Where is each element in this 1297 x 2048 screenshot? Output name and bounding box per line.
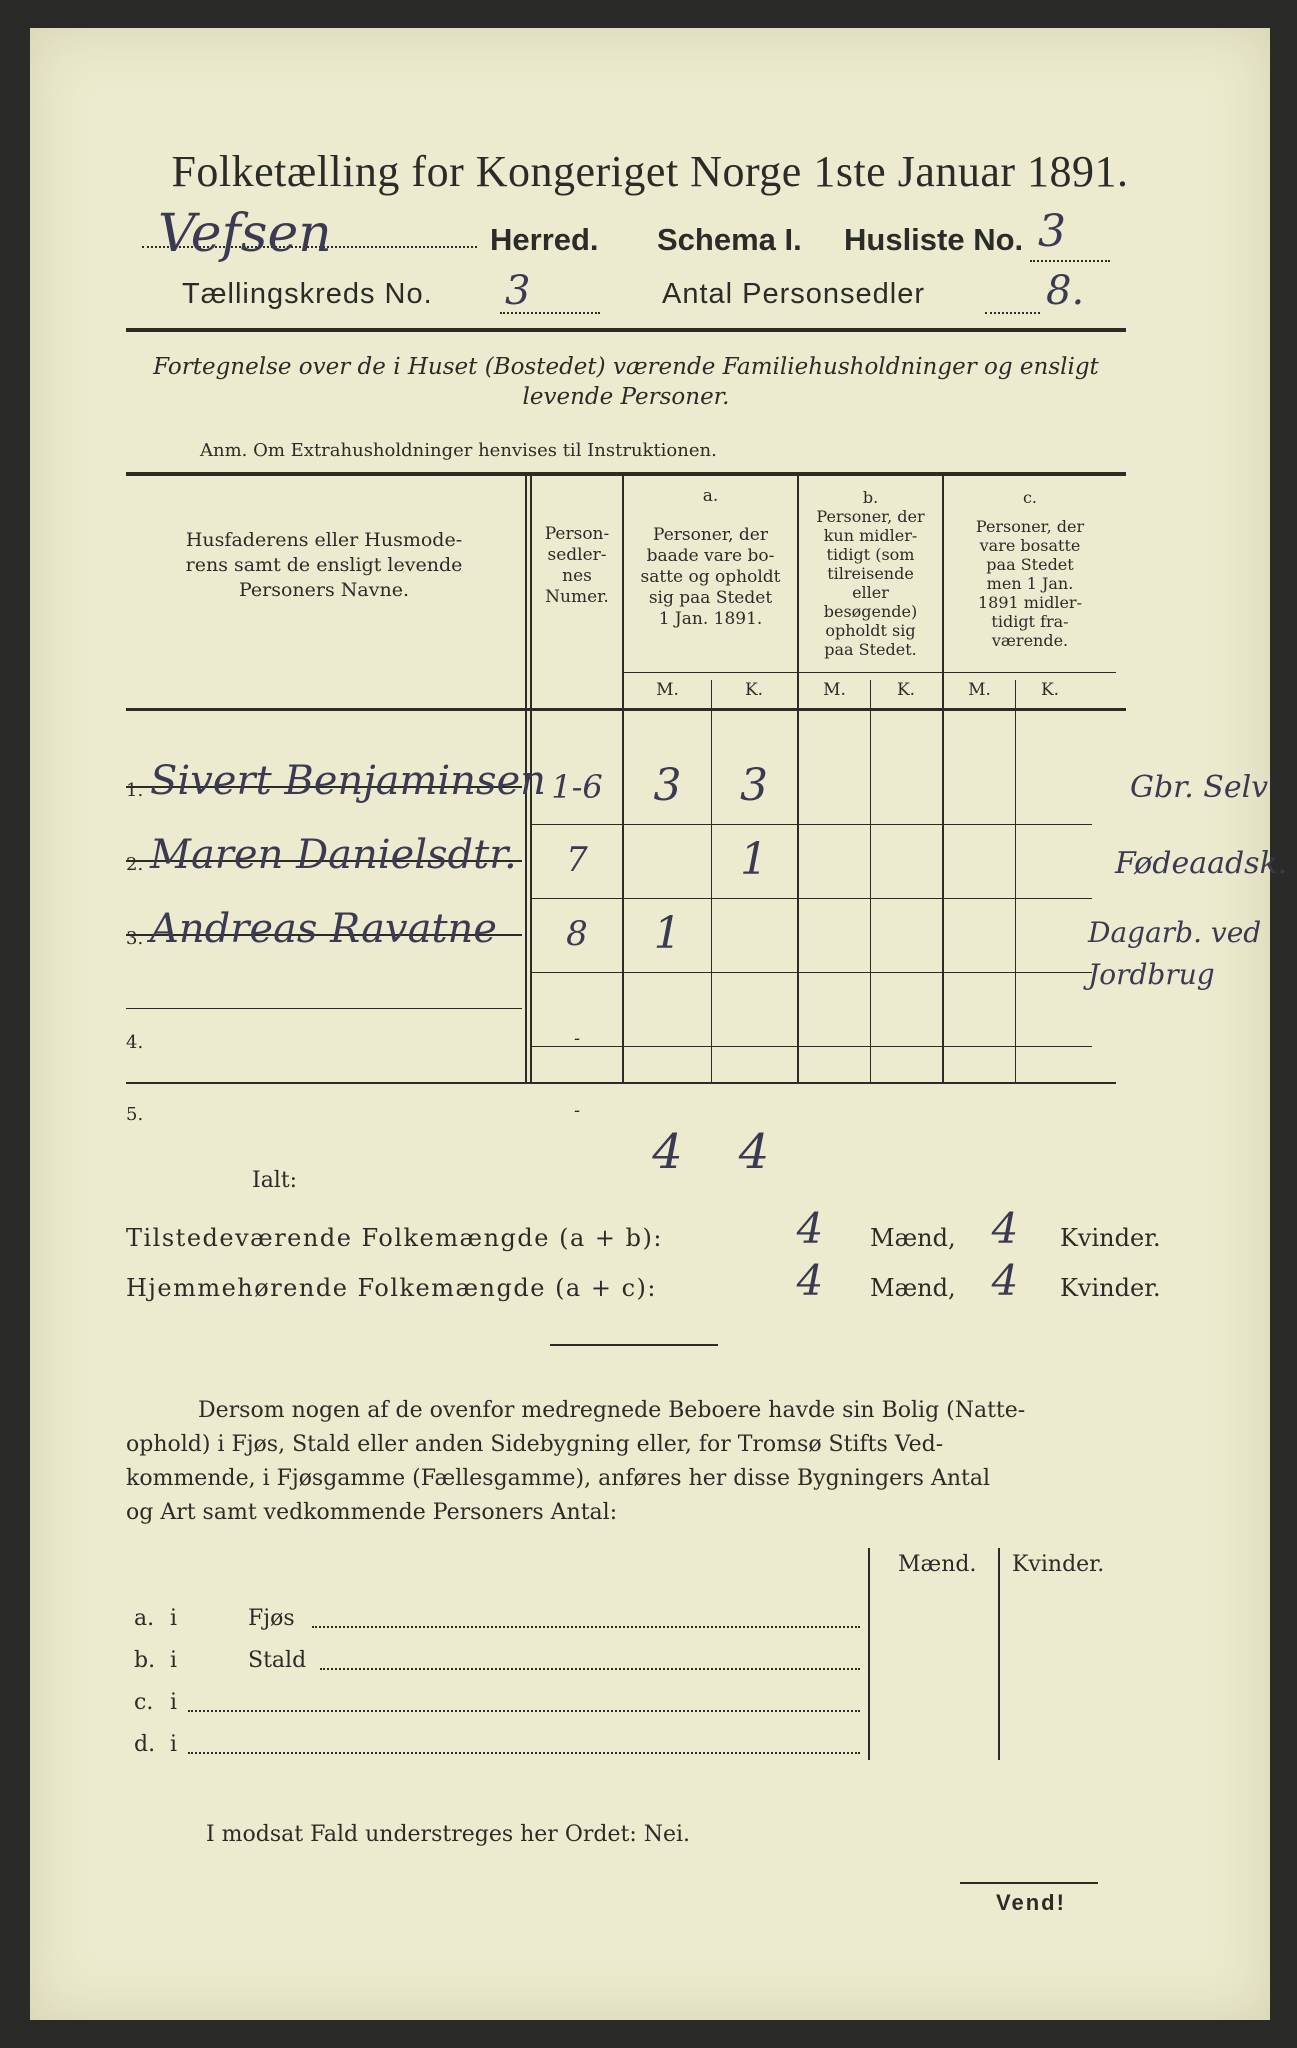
col-c-header: c. Personer, der vare bosatte paa Stedet men 1 Jan. 1891 midler- tidigt fra- værende. [975, 488, 1085, 650]
c-m-label: M. [968, 680, 991, 700]
mk-rule [624, 672, 1116, 673]
row-2-no: 2. [126, 854, 144, 875]
tilst-k: 4 [991, 1204, 1019, 1253]
row-2-name: Maren Danielsdtr. [150, 832, 517, 878]
col-name-header: Husfaderens eller Husmode- rens samt de ensligt levende Personers Navne. [185, 529, 463, 601]
sub-divider-c [1015, 680, 1016, 1084]
table-top-rule [126, 472, 1126, 476]
row-line-4 [126, 1008, 522, 1009]
bldg-b-letter: b. [134, 1648, 156, 1673]
row-1-a-k: 3 [740, 760, 768, 811]
row-2-a-k: 1 [740, 834, 768, 885]
table-header-rule [126, 708, 1126, 711]
hjem-label: Hjemmehørende Folkemængde (a + c): [126, 1274, 657, 1302]
row-1-no: 1. [126, 780, 144, 801]
tilst-maend: Mænd, [870, 1224, 956, 1252]
row-3-num: 8 [566, 914, 588, 954]
row-3-no: 3. [126, 928, 144, 949]
col-a-header: a. Personer, der baade vare bo- satte og opholdt sig paa Stedet 1 Jan. 1891. [640, 486, 781, 629]
a-k-label: K. [744, 680, 764, 700]
bldg-c-prep: i [170, 1690, 178, 1715]
bldg-a-letter: a. [134, 1606, 155, 1631]
ialt-k: 4 [738, 1124, 770, 1180]
form-title: Folketælling for Kongeriget Norge 1ste Januar 1891. [171, 147, 1129, 196]
hjem-kvinder: Kvinder. [1060, 1274, 1161, 1302]
bldg-c-dots [188, 1710, 860, 1712]
bldg-divider-1 [868, 1548, 870, 1760]
col-b-header: b. Personer, der kun midler- tidigt (som tilreisende eller besøgende) opholdt sig paa Stedet. [816, 488, 925, 659]
tilst-m: 4 [796, 1204, 824, 1253]
bldg-a-dots [312, 1626, 860, 1628]
row-5-num: - [573, 1100, 581, 1121]
tilst-kvinder: Kvinder. [1060, 1224, 1161, 1252]
husliste-value: 3 [1038, 206, 1066, 257]
schema-label: Schema I. [657, 222, 802, 257]
bldg-b-dots [320, 1668, 860, 1670]
row-4-num: - [573, 1028, 581, 1049]
bldg-a-name: Fjøs [248, 1606, 295, 1631]
col-num-header: Person- sedler- nes Numer. [544, 524, 610, 607]
nei-line: I modsat Fald understreges her Ordet: Nei. [206, 1822, 691, 1847]
vend-label: Vend! [996, 1890, 1066, 1915]
row-line-r3 [532, 972, 1092, 973]
bldg-d-letter: d. [134, 1732, 156, 1757]
bldg-b-name: Stald [248, 1648, 307, 1673]
bldg-d-prep: i [170, 1732, 178, 1757]
census-form [30, 28, 1288, 2020]
kreds-dotline [500, 312, 600, 314]
row-1-name: Sivert Benjaminsen [150, 758, 546, 804]
header-rule [126, 328, 1126, 332]
row-3-name: Andreas Ravatne [150, 906, 497, 952]
antal-value: 8. [1046, 268, 1085, 314]
husliste-dotline [1030, 260, 1110, 262]
ialt-label: Ialt: [252, 1168, 298, 1193]
row-3-a-m: 1 [653, 908, 682, 959]
antal-dotline [985, 312, 1040, 314]
sub-divider-b [870, 680, 871, 1084]
bldg-c-letter: c. [134, 1690, 154, 1715]
bldg-a-prep: i [170, 1606, 178, 1631]
bldg-kvinder-head: Kvinder. [1012, 1552, 1105, 1577]
hjem-m: 4 [796, 1256, 824, 1305]
kreds-value: 3 [505, 268, 531, 314]
bldg-maend-head: Mænd. [898, 1552, 977, 1577]
bldg-divider-2 [998, 1548, 1000, 1760]
a-m-label: M. [656, 680, 679, 700]
b-m-label: M. [823, 680, 846, 700]
b-k-label: K. [896, 680, 916, 700]
row-5-no: 5. [126, 1104, 144, 1125]
hjem-k: 4 [991, 1256, 1019, 1305]
row-2-note: Fødeaadsk. [1115, 846, 1288, 881]
buildings-paragraph: Dersom nogen af de ovenfor medregnede Beboere havde sin Bolig (Natte- ophold) i Fjøs, Stald eller anden Sidebygning eller, for Tromsø Stifts Ved- kommende, i Fjøsgamme (Fællesgamme), anføres her disse Bygningers Antal og Art samt vedkommende Personers Antal: [126, 1398, 1026, 1525]
row-1-note: Gbr. Selv [1130, 770, 1269, 805]
bldg-d-dots [188, 1752, 860, 1754]
row-line-r1 [532, 824, 1092, 825]
row-3-note: Dagarb. ved Jordbrug [1088, 916, 1262, 991]
row-1-a-m: 3 [653, 760, 682, 811]
row-4-no: 4. [126, 1032, 144, 1053]
row-1-num: 1-6 [551, 768, 603, 806]
ialt-m: 4 [652, 1124, 683, 1180]
separator-short [550, 1344, 718, 1346]
tilst-label: Tilstedeværende Folkemængde (a + b): [126, 1224, 663, 1252]
row-line-r2 [532, 898, 1092, 899]
hjem-maend: Mænd, [870, 1274, 956, 1302]
antal-label: Antal Personsedler [662, 278, 926, 310]
row-2-num: 7 [566, 840, 588, 880]
herred-value: Vefsen [158, 204, 332, 264]
table-bottom-rule [126, 1082, 1116, 1084]
husliste-label: Husliste No. [844, 222, 1024, 257]
herred-label: Herred. [490, 222, 599, 257]
kreds-label: Tællingskreds No. [182, 278, 433, 310]
anm-note: Anm. Om Extrahusholdninger henvises til Instruktionen. [200, 440, 717, 461]
vend-rule [960, 1882, 1098, 1884]
intro-line-1: Fortegnelse over de i Huset (Bostedet) værende Familiehusholdninger og ensligt [153, 354, 1099, 380]
bldg-b-prep: i [170, 1648, 178, 1673]
intro-line-2: levende Personer. [522, 384, 730, 410]
c-k-label: K. [1040, 680, 1060, 700]
